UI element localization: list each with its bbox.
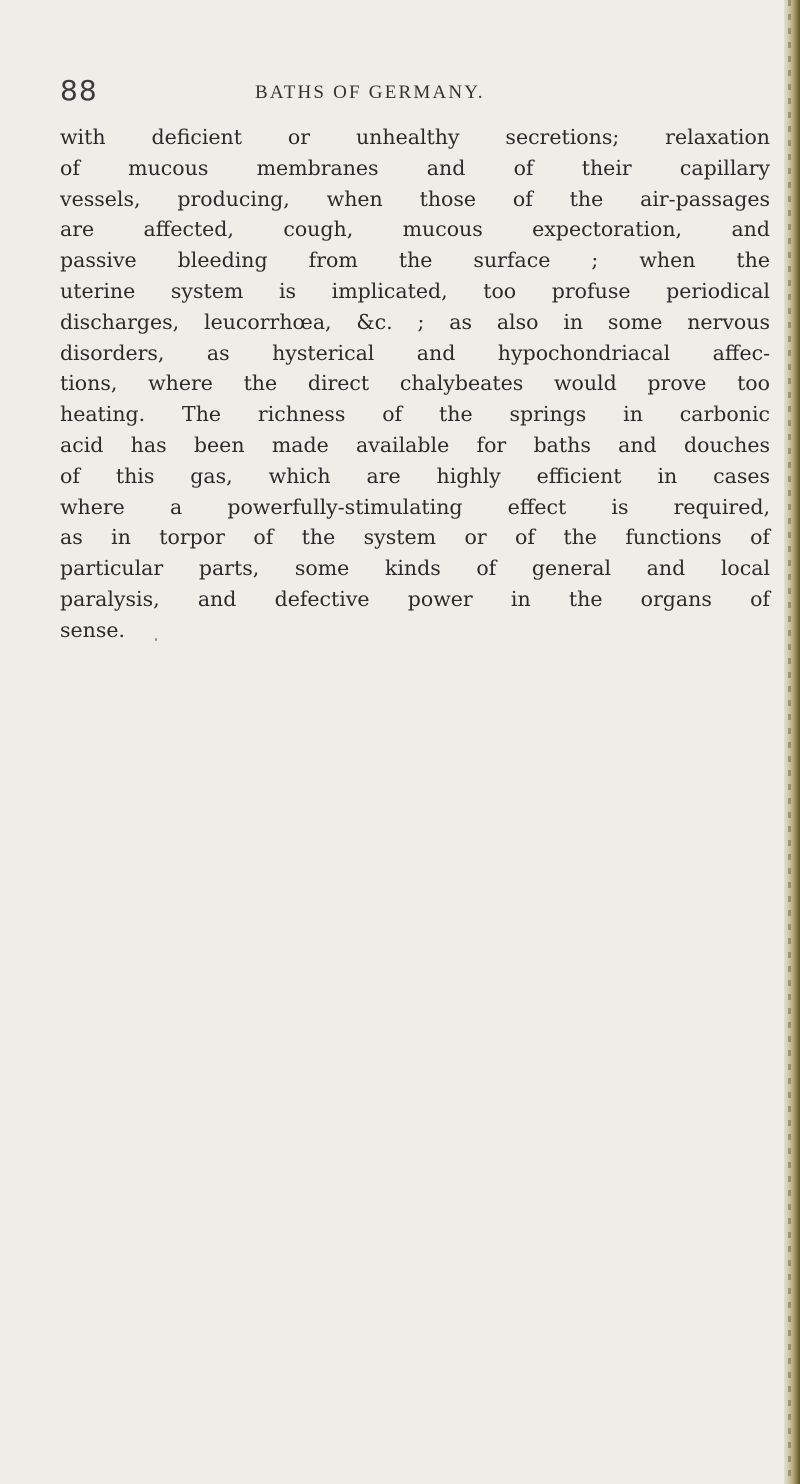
text-line: tions, where the direct chalybeates would prove too [60,371,770,396]
text-line: with deficient or unhealthy secretions; relaxation [60,125,770,149]
text-line: as in torpor of the system or of the functions of [60,525,770,550]
text-line: acid has been made available for baths and douches [60,432,770,457]
paper-speck [155,638,157,641]
text-line: are affected, cough, mucous expectoration, and [60,217,770,242]
page-binding-edge [784,0,800,1484]
text-line: discharges, leucorrhœa, &c. ; as also in some nervous [60,309,770,334]
text-line: disorders, as hysterical and hypochondriacal affec- [60,340,770,365]
page-header [60,74,760,108]
text-line: of this gas, which are highly efficient in cases [60,463,770,488]
text-line: heating. The richness of the springs in carbonic [60,402,770,427]
text-line-last: sense. [60,617,126,642]
page-number: 88 [60,74,98,107]
text-line: paralysis, and defective power in the organs of [60,586,770,611]
body-paragraph [60,122,770,646]
running-head: BATHS OF GERMANY. [255,82,485,103]
text-line: of mucous membranes and of their capillary [60,155,770,180]
text-line: particular parts, some kinds of general and local [60,556,770,581]
text-line: vessels, producing, when those of the air-passages [60,186,770,211]
text-line: passive bleeding from the surface ; when the [60,248,770,273]
text-line: where a powerfully-stimulating effect is required, [60,494,770,519]
text-line: uterine system is implicated, too profuse periodical [60,278,770,303]
